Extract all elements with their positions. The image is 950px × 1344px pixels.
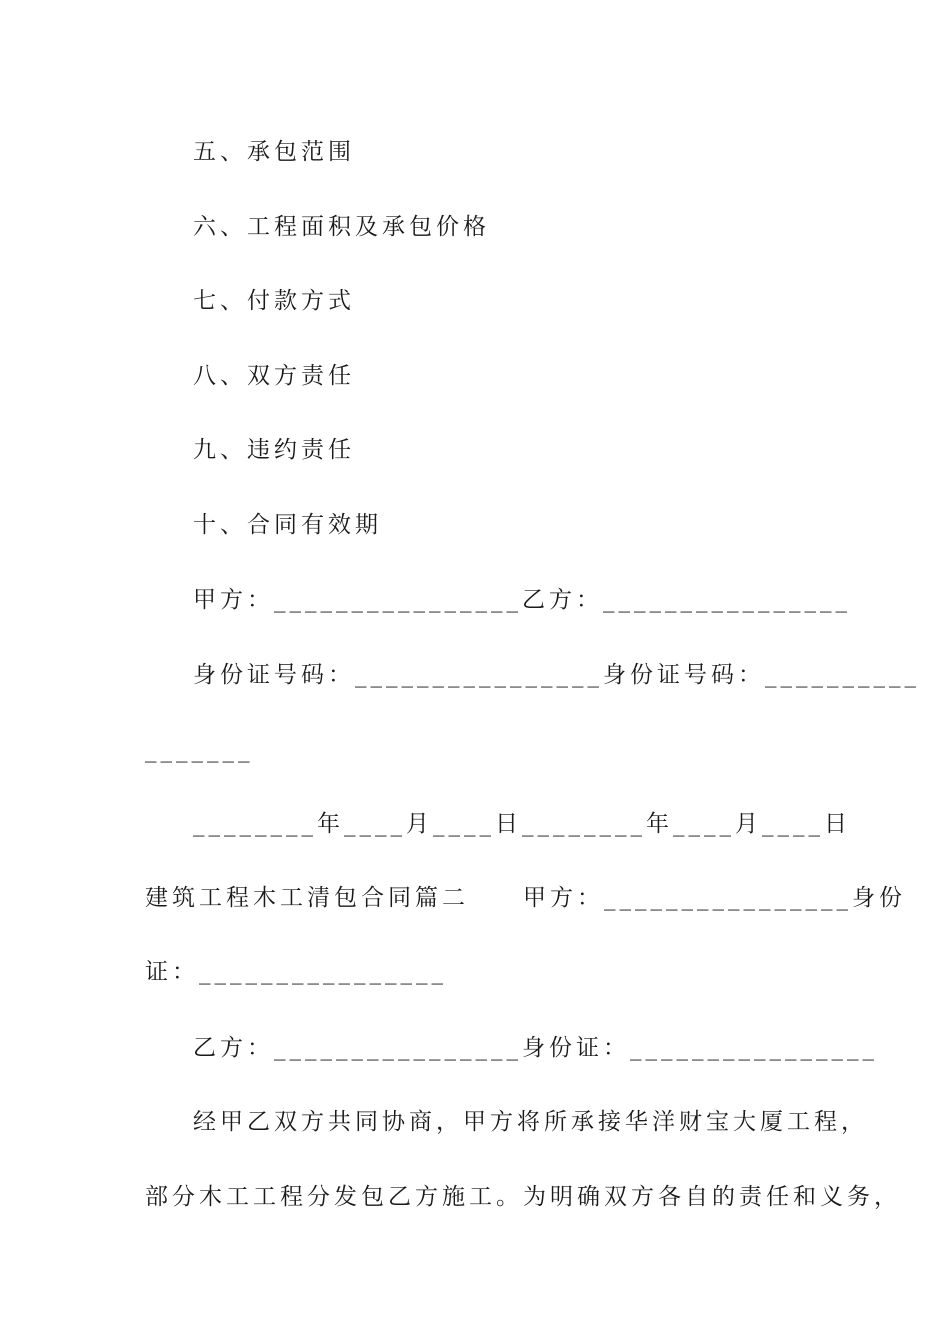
section-payment-heading: 七、付款方式 — [193, 288, 355, 314]
section-scope-heading: 五、承包范围 — [193, 139, 355, 165]
id-number-line-continued: _______ — [145, 737, 254, 763]
date-line: ________年____月____日________年____月____日 — [193, 811, 851, 837]
id-number-line: 身份证号码：________________身份证号码：__________ — [193, 662, 920, 688]
contract-two-title-line: 建筑工程木工清包合同篇二 甲方：________________身份 — [145, 885, 906, 911]
section-breach-heading: 九、违约责任 — [193, 437, 355, 463]
body-paragraph-line-2: 部分木工工程分发包乙方施工。为明确双方各自的责任和义务， — [145, 1184, 901, 1210]
section-validity-heading: 十、合同有效期 — [193, 512, 382, 538]
party-a-id-line: 证：________________ — [145, 959, 447, 985]
body-paragraph-line-1: 经甲乙双方共同协商，甲方将所承接华洋财宝大厦工程， — [193, 1109, 868, 1135]
section-area-price-heading: 六、工程面积及承包价格 — [193, 214, 490, 240]
party-b-line: 乙方：________________身份证：________________ — [193, 1035, 878, 1061]
party-signature-line: 甲方：________________乙方：________________ — [193, 587, 851, 613]
section-responsibilities-heading: 八、双方责任 — [193, 363, 355, 389]
